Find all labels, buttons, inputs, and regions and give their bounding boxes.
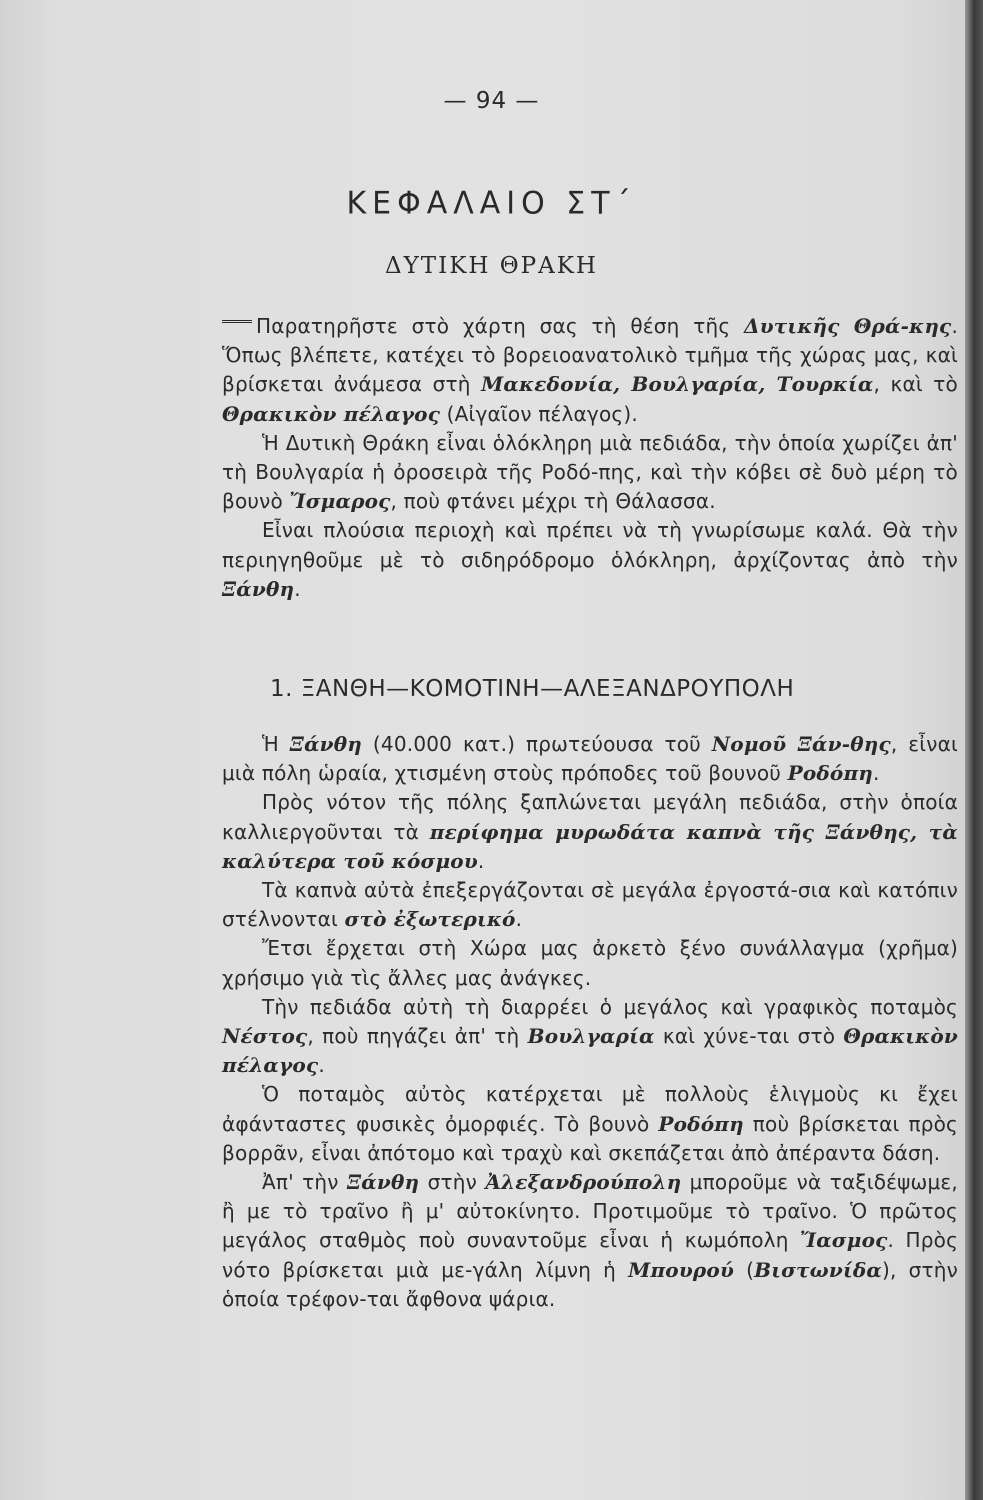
intro-paragraph-2: [222, 429, 958, 517]
emphasis-place: Μακεδονία, Βουλγαρία, Τουρκία: [481, 372, 874, 397]
emphasis-place: Νομοῦ Ξάν-θης: [711, 732, 891, 756]
intro-paragraph-3: [222, 516, 958, 604]
intro-section: [222, 312, 958, 604]
emphasis-place: Ἴασμος: [800, 1228, 888, 1253]
text-run: Παρατηρῆστε στὸ χάρτη σας τὴ θέση τῆς: [256, 314, 744, 338]
text-run: (40.000 κατ.) πρωτεύουσα τοῦ: [362, 732, 712, 756]
emphasis-place: Ροδόπη: [787, 761, 874, 786]
section-paragraph-6: [222, 1080, 958, 1168]
page-edge-shadow: [965, 0, 983, 1500]
section-paragraph-4: [222, 934, 958, 992]
emphasis-place: Βιστωνίδα: [754, 1257, 883, 1282]
section-paragraph-1: [222, 730, 958, 788]
text-run: , καὶ τὸ: [873, 372, 958, 397]
intro-paragraph-1: [222, 312, 958, 429]
emphasis-place: Ροδόπη: [658, 1111, 744, 1136]
emphasis-place: Νέστος: [222, 1024, 308, 1049]
text-run: στὴν: [419, 1170, 486, 1195]
emphasis-place: Μπουρού: [628, 1257, 735, 1282]
section-paragraph-5: [222, 993, 958, 1081]
emphasis-place: Βουλγαρία: [527, 1024, 655, 1049]
text-run: .: [515, 907, 523, 932]
text-run: .: [294, 576, 301, 601]
text-run: Τὰ καπνὰ αὐτὰ ἐπεξεργάζονται σὲ μεγάλα ἐργοστά-σια καὶ κατόπιν στέλνονται: [222, 878, 958, 932]
emphasis-place: Θρακικὸν πέλαγος: [222, 1024, 958, 1078]
text-run: Ἀπ' τὴν: [262, 1170, 348, 1195]
text-run: . Ὅπως βλέπετε, κατέχει τὸ βορειοανατολικὸ τμῆμα τῆς χώρας μας, καὶ βρίσκεται ἀνάμεσα στὴ: [222, 314, 958, 397]
text-run: (Αἰγαῖον πέλαγος).: [440, 401, 638, 426]
text-run: Ἡ: [262, 732, 290, 756]
emphasis-place: Θρακικὸν πέλαγος: [222, 401, 441, 426]
text-run: , ποὺ πηγάζει ἀπ' τὴ: [307, 1024, 528, 1049]
text-run: Ἔτσι ἔρχεται στὴ Χώρα μας ἀρκετὸ ξένο συνάλλαγμα (χρῆμα) χρήσιμο γιὰ τὶς ἄλλες μας ἀνάγκες.: [222, 936, 958, 990]
text-run: Πρὸς νότον τῆς πόλης ξαπλώνεται μεγάλη πεδιάδα, στὴν ὁποία καλλιεργοῦνται τὰ: [222, 790, 958, 844]
emphasis-place: Ξάνθη: [222, 576, 295, 601]
text-run: Ὁ ποταμὸς αὐτὸς κατέρχεται μὲ πολλοὺς ἑλιγμοὺς κι ἔχει ἀφάνταστες φυσικὲς ὀμορφιές. Τὸ βουνὸ: [222, 1082, 958, 1136]
emphasis-place: Ἴσμαρος: [289, 489, 391, 514]
text-run: .: [318, 1053, 325, 1078]
text-run: . Πρὸς νότο βρίσκεται μιὰ με-γάλη λίμνη ἡ: [222, 1228, 959, 1282]
text-run: Εἶναι πλούσια περιοχὴ καὶ πρέπει νὰ τὴ γνωρίσωμε καλά. Θὰ τὴν περιηγηθοῦμε μὲ τὸ σιδηρόδρομο ὁλόκληρη, ἀρχίζοντας ἀπὸ τὴν: [222, 518, 958, 572]
section-paragraph-7: [222, 1168, 958, 1314]
section-paragraph-2: [222, 788, 958, 876]
emphasis-place: Ἀλεξανδρούπολη: [485, 1170, 682, 1195]
text-run: ), στὴν ὁποία τρέφον-ται ἄφθονα ψάρια.: [222, 1257, 958, 1311]
text-run: , ποὺ φτάνει μέχρι τὴ Θάλασσα.: [390, 489, 716, 514]
section-1-body: [222, 730, 958, 1314]
text-run: Τὴν πεδιάδα αὐτὴ τὴ διαρρέει ὁ μεγάλος καὶ γραφικὸς ποταμὸς: [262, 994, 958, 1019]
text-run: ποὺ βρίσκεται πρὸς βορρᾶν, εἶναι ἀπότομο καὶ τραχὺ καὶ σκεπάζεται ἀπὸ ἀπέραντα δάση.: [222, 1111, 958, 1165]
emphasis-phrase: περίφημα μυρωδάτα καπνὰ τῆς Ξάνθης, τὰ καλύτερα τοῦ κόσμου: [222, 819, 959, 873]
margin-mark-icon: [222, 320, 252, 331]
chapter-title: ΚΕΦΑΛΑΙΟ ΣΤ΄: [346, 185, 637, 222]
text-run: Ἡ Δυτικὴ Θράκη εἶναι ὁλόκληρη μιὰ πεδιάδα, τὴν ὁποία χωρίζει ἀπ' τὴ Βουλγαρία ἡ ὀροσειρὰ τῆς Ροδό-πης, καὶ τὴν κόβει σὲ δυὸ μέρη τὸ βουνὸ: [222, 430, 958, 514]
text-run: μποροῦμε νὰ ταξιδέψωμε, ἢ με τὸ τραῖνο ἢ μ' αὐτοκίνητο. Προτιμοῦμε τὸ τραῖνο. Ὁ πρῶτος μεγάλος σταθμὸς ποὺ συναντοῦμε εἶναι ἡ κωμόπολη: [222, 1170, 958, 1253]
chapter-subtitle: ΔΥΤΙΚΗ ΘΡΑΚΗ: [385, 253, 598, 279]
emphasis-place: Ξάνθη: [289, 732, 363, 756]
emphasis-place: Ξάνθη: [347, 1170, 420, 1195]
section-heading: 1. ΞΑΝΘΗ—ΚΟΜΟΤΙΝΗ—ΑΛΕΞΑΝΔΡΟΥΠΟΛΗ: [270, 676, 795, 702]
section-paragraph-3: [222, 876, 958, 934]
text-run: .: [873, 761, 880, 786]
text-run: (: [734, 1257, 755, 1282]
page-number: — 94 —: [443, 88, 540, 114]
text-run: .: [477, 848, 485, 873]
emphasis-place: Δυτικῆς Θρά-κης: [743, 314, 952, 338]
emphasis-phrase: στὸ ἐξωτερικό: [344, 907, 516, 932]
text-run: καὶ χύνε-ται στὸ: [654, 1024, 844, 1049]
text-run: , εἶναι μιὰ πόλη ὡραία, χτισμένη στοὺς πρόποδες τοῦ βουνοῦ: [222, 732, 958, 786]
